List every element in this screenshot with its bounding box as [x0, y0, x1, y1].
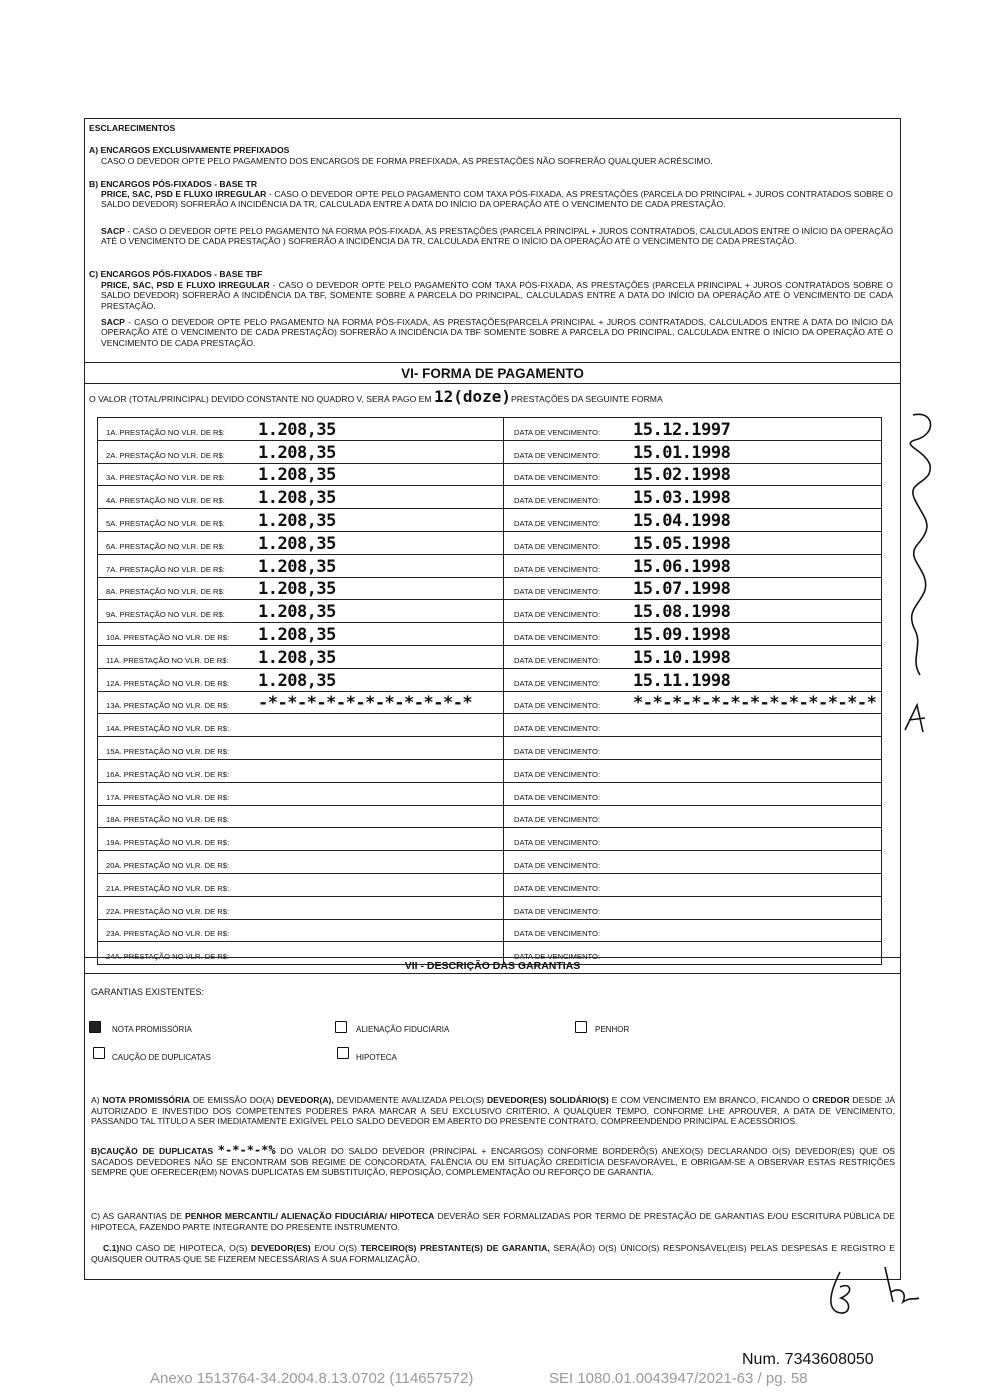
text: A)	[91, 1095, 103, 1105]
installment-row	[98, 692, 881, 715]
installment-row	[98, 509, 881, 532]
installment-value: 1.208,35	[258, 533, 336, 554]
due-date-label: DATA DE VENCIMENTO:	[514, 701, 601, 711]
encargos-c-price-bold: PRICE, SAC, PSD E FLUXO IRREGULAR	[101, 280, 270, 290]
installment-row	[98, 486, 881, 509]
divider	[85, 383, 900, 384]
due-date-label: DATA DE VENCIMENTO:	[514, 473, 601, 483]
installment-row	[98, 600, 881, 623]
esclarecimentos-title: ESCLARECIMENTOS	[89, 123, 176, 133]
column-divider	[503, 418, 504, 441]
column-divider	[503, 692, 504, 715]
text-bold: TERCEIRO(S) PRESTANTE(S) DE GARANTIA,	[360, 1243, 550, 1253]
encargos-b-sacp-bold: SACP	[101, 226, 125, 236]
due-date-label: DATA DE VENCIMENTO:	[514, 838, 601, 848]
checkbox-penhor[interactable]	[575, 1021, 587, 1033]
installment-value: 1.208,35	[258, 556, 336, 577]
due-date-label: DATA DE VENCIMENTO:	[514, 906, 601, 916]
due-date-label: DATA DE VENCIMENTO:	[514, 860, 601, 870]
installment-label: 24A. PRESTAÇÃO NO VLR. DE R$:	[106, 952, 230, 962]
column-divider	[503, 897, 504, 920]
column-divider	[503, 669, 504, 692]
text-bold: B)CAUÇÃO DE DUPLICATAS	[91, 1146, 214, 1156]
encargos-c-title: C) ENCARGOS PÓS-FIXADOS - BASE TBF	[89, 269, 263, 279]
encargos-a-title: A) ENCARGOS EXCLUSIVAMENTE PREFIXADOS	[89, 145, 290, 155]
text-bold: PENHOR MERCANTIL/ ALIENAÇÃO FIDUCIÁRIA/ HIPOTECA	[185, 1211, 435, 1221]
paragraph-b-caucao	[91, 1145, 895, 1178]
installment-label: 13A. PRESTAÇÃO NO VLR. DE R$:	[106, 701, 230, 711]
column-divider	[503, 874, 504, 897]
footer-sei: SEI 1080.01.0043947/2021-63 / pg. 58	[549, 1370, 808, 1387]
installment-label: 11A. PRESTAÇÃO NO VLR. DE R$:	[106, 655, 229, 665]
installment-row	[98, 828, 881, 851]
installment-value: 1.208,35	[258, 419, 336, 440]
column-divider	[503, 920, 504, 943]
column-divider	[503, 441, 504, 464]
checkbox-hipoteca[interactable]	[337, 1047, 349, 1059]
installment-label: 5A. PRESTAÇÃO NO VLR. DE R$:	[106, 518, 225, 528]
due-date-value: 15.10.1998	[633, 647, 731, 668]
installment-row	[98, 418, 881, 441]
installment-value: 1.208,35	[258, 602, 336, 623]
pagamento-intro-after: PRESTAÇÕES DA SEGUINTE FORMA	[511, 394, 663, 404]
due-date-value: 15.11.1998	[633, 670, 731, 691]
installment-label: 17A. PRESTAÇÃO NO VLR. DE R$:	[106, 792, 230, 802]
divider	[85, 362, 900, 363]
encargos-c-price-text: - CASO O DEVEDOR OPTE PELO PAGAMENTO COM TAXA PÓS-FIXADA, AS PRESTAÇÕES (PARCELA PRINCIPAL + JUROS CONTRATADOS SOBRE O SALDO DEVEDOR) SOFRERÃO A INCIDÊNCIA DA TBF, SOMENTE SOBRE A PARCELA DO PRINCIPAL, CALCULADAS ENTRE A DATA DO INÍCIO DA OPERAÇÃO ATÉ O VENCIMENTO DE CADA PRESTAÇÃO.	[101, 280, 893, 311]
installment-row	[98, 578, 881, 601]
column-divider	[503, 806, 504, 829]
due-date-label: DATA DE VENCIMENTO:	[514, 883, 601, 893]
due-date-label: DATA DE VENCIMENTO:	[514, 724, 601, 734]
installment-value: 1.208,35	[258, 624, 336, 645]
due-date-label: DATA DE VENCIMENTO:	[514, 655, 601, 665]
installment-label: 15A. PRESTAÇÃO NO VLR. DE R$:	[106, 746, 230, 756]
text: DEVIDAMENTE AVALIZADA PELO(S)	[333, 1095, 487, 1105]
installment-row	[98, 851, 881, 874]
due-date-value: 15.02.1998	[633, 465, 731, 486]
text: SERÁ(ÃO) O(S) ÚNICO(S) RESPONSÁVEL(EIS) PELAS DESPESAS E REGISTRO E QUAISQUER OUTRAS QUE SE FIZEREM NECESSÁRIAS À SUA FORMALIZAÇÃO.	[91, 1243, 895, 1264]
text-bold: NOTA PROMISSÓRIA	[102, 1095, 190, 1105]
paragraph-a-nota-promissoria	[91, 1095, 895, 1127]
installment-label: 20A. PRESTAÇÃO NO VLR. DE R$:	[106, 860, 230, 870]
due-date-label: DATA DE VENCIMENTO:	[514, 587, 601, 597]
due-date-label: DATA DE VENCIMENTO:	[514, 678, 601, 688]
installment-row	[98, 555, 881, 578]
checkbox-nota-promissoria-checked[interactable]	[89, 1021, 101, 1033]
installment-row	[98, 464, 881, 487]
label-penhor: PENHOR	[595, 1025, 630, 1034]
due-date-label: DATA DE VENCIMENTO:	[514, 929, 601, 939]
footer-num: Num. 7343608050	[742, 1351, 874, 1368]
installment-value: 1.208,35	[258, 488, 336, 509]
paragraph-c-garantias	[91, 1211, 895, 1232]
pagamento-intro-count: 12(doze)	[433, 387, 511, 406]
installment-value: 1.208,35	[258, 442, 336, 463]
handwritten-initial-margin	[895, 700, 935, 740]
installment-label: 23A. PRESTAÇÃO NO VLR. DE R$:	[106, 929, 230, 939]
installment-row	[98, 806, 881, 829]
pagamento-intro	[89, 387, 663, 406]
installment-row	[98, 783, 881, 806]
paragraph-c1-hipoteca	[91, 1243, 895, 1264]
column-divider	[503, 828, 504, 851]
due-date-label: DATA DE VENCIMENTO:	[514, 815, 601, 825]
column-divider	[503, 851, 504, 874]
encargos-c-price	[101, 280, 893, 311]
installment-value: 1.208,35	[258, 647, 336, 668]
installment-label: 8A. PRESTAÇÃO NO VLR. DE R$:	[106, 587, 225, 597]
text-bold: DEVEDOR(A),	[276, 1095, 334, 1105]
encargos-b-sacp-text: - CASO O DEVEDOR OPTE PELO PAGAMENTO NA FORMA PÓS-FIXADA, AS PRESTAÇÕES (PARCELA PRINCIPAL + JUROS CONTRATADOS, CALCULADOS ENTRE O INÍCIO DA OPERAÇÃO ATÉ O VENCIMENTO DE CADA PRESTAÇÃO ) SOFRERÃO A INCIDÊNCIA DA TR, CALCULADA ENTRE O INÍCIO DA OPERAÇÃO ATÉ O VENCIMENTO DE CADA PRESTAÇÃO.	[101, 226, 893, 247]
divider	[85, 973, 900, 974]
installment-label: 3A. PRESTAÇÃO NO VLR. DE R$:	[106, 473, 225, 483]
installment-row	[98, 623, 881, 646]
installment-label: 10A. PRESTAÇÃO NO VLR. DE R$:	[106, 632, 230, 642]
installment-label: 21A. PRESTAÇÃO NO VLR. DE R$:	[106, 883, 230, 893]
column-divider	[503, 760, 504, 783]
column-divider	[503, 555, 504, 578]
text: DE EMISSÃO DO(A)	[189, 1095, 277, 1105]
encargos-c-sacp-bold: SACP	[101, 317, 125, 327]
due-date-label: DATA DE VENCIMENTO:	[514, 518, 601, 528]
text-bold: DEVEDOR(ES) SOLIDÁRIO(S)	[486, 1095, 609, 1105]
text: C) AS GARANTIAS DE	[91, 1211, 186, 1221]
installment-value: 1.208,35	[258, 510, 336, 531]
text: DESDE JÁ AUTORIZADO E INVESTIDO DOS COMPETENTES PODERES PARA MARCAR A SEU EXCLUSIVO CRITÉRIO, A QUALQUER TEMPO, CONFORME LHE APROUVER, A DATA DE VENCIMENTO, PASSANDO TAL TÍTULO A SER IMEDIATAMENTE EXIGÍVEL PELO SALDO DEVEDOR EM ABERTO DO PRESENTE CONTRATO, COMPREENDENDO PRINCIPAL E ACESSÓRIOS.	[91, 1095, 895, 1127]
installment-row	[98, 532, 881, 555]
garantias-existentes: GARANTIAS EXISTENTES:	[91, 987, 205, 997]
due-date-value: 15.01.1998	[633, 442, 731, 463]
installment-label: 2A. PRESTAÇÃO NO VLR. DE R$:	[106, 450, 225, 460]
due-date-value: 15.05.1998	[633, 533, 731, 554]
document-frame	[84, 118, 901, 1280]
pagamento-intro-before: O VALOR (TOTAL/PRINCIPAL) DEVIDO CONSTANTE NO QUADRO V, SERÁ PAGO EM	[89, 394, 432, 404]
installment-label: 19A. PRESTAÇÃO NO VLR. DE R$:	[106, 838, 230, 848]
column-divider	[503, 464, 504, 487]
handwritten-signature-margin	[895, 405, 945, 685]
encargos-b-title: B) ENCARGOS PÓS-FIXADOS - BASE TR	[89, 179, 258, 189]
pagamento-title: VI- FORMA DE PAGAMENTO	[401, 366, 584, 381]
due-date-label: DATA DE VENCIMENTO:	[514, 792, 601, 802]
encargos-b-price-text: - CASO O DEVEDOR OPTE PELO PAGAMENTO COM TAXA PÓS-FIXADA, AS PRESTAÇÕES (PARCELA DO PRINCIPAL + JUROS CONTRATADOS SOBRE O SALDO DEVEDOR) SOFRERÃO A INCIDÊNCIA DA TR, CALCULADA ENTRE A DATA DO INÍCIO DA OPERAÇÃO ATÉ O VENCIMENTO DE CADA PRESTAÇÃO.	[101, 189, 893, 210]
due-date-label: DATA DE VENCIMENTO:	[514, 564, 601, 574]
due-date-value: 15.06.1998	[633, 556, 731, 577]
installment-value: 1.208,35	[258, 670, 336, 691]
label-hipoteca: HIPOTECA	[356, 1053, 397, 1062]
installment-label: 9A. PRESTAÇÃO NO VLR. DE R$:	[106, 610, 225, 620]
column-divider	[503, 578, 504, 601]
installment-row	[98, 737, 881, 760]
installment-label: 7A. PRESTAÇÃO NO VLR. DE R$:	[106, 564, 225, 574]
due-date-value: 15.07.1998	[633, 579, 731, 600]
text: E COM VENCIMENTO EM BRANCO, FICANDO O	[608, 1095, 813, 1105]
column-divider	[503, 600, 504, 623]
encargos-b-price-bold: PRICE, SAC, PSD E FLUXO IRREGULAR	[101, 189, 267, 199]
column-divider	[503, 532, 504, 555]
due-date-label: DATA DE VENCIMENTO:	[514, 746, 601, 756]
installment-value: -*-*-*-*-*-*-*-*-*-*-*	[258, 693, 473, 714]
due-date-label: DATA DE VENCIMENTO:	[514, 427, 601, 437]
due-date-value: 15.09.1998	[633, 624, 731, 645]
installment-row	[98, 646, 881, 669]
installment-label: 1A. PRESTAÇÃO NO VLR. DE R$:	[106, 427, 225, 437]
text-bold: CREDOR	[812, 1095, 850, 1105]
installment-row	[98, 669, 881, 692]
installments-table	[97, 417, 882, 965]
installment-row	[98, 714, 881, 737]
due-date-value: 15.12.1997	[633, 419, 731, 440]
installment-value: 1.208,35	[258, 579, 336, 600]
column-divider	[503, 646, 504, 669]
due-date-label: DATA DE VENCIMENTO:	[514, 632, 601, 642]
encargos-c-sacp	[101, 317, 893, 348]
label-caucao-duplicatas: CAUÇÃO DE DUPLICATAS	[112, 1053, 211, 1062]
text-bold: DEVEDOR(ES)	[250, 1243, 311, 1253]
column-divider	[503, 714, 504, 737]
column-divider	[503, 509, 504, 532]
caucao-percent: *-*-*-*%	[217, 1143, 276, 1157]
due-date-label: DATA DE VENCIMENTO:	[514, 450, 601, 460]
installment-row	[98, 874, 881, 897]
due-date-value: 15.04.1998	[633, 510, 731, 531]
installment-value: 1.208,35	[258, 465, 336, 486]
encargos-b-sacp	[101, 226, 893, 247]
installment-row	[98, 897, 881, 920]
installment-row	[98, 920, 881, 943]
text: DO VALOR DO SALDO DEVEDOR (PRINCIPAL + ENCARGOS) CONFORME BORDERÔ(S) ANEXO(S) DECLARANDO O(S) DEVEDOR(ES) QUE OS SACADOS DEVEDORES NÃO SE ENCONTRAM SOB REGIME DE CONCORDATA, FALÊNCIA OU EM SITUAÇÃO CREDITÍCIA DESFAVORÁVEL, E OBRIGAM-SE A OBSERVAR ESTAS RESTRIÇÕES SEMPRE QUE OFERECER(EM) NOVAS DUPLICATAS EM SUBSTITUIÇÃO, REPOSIÇÃO, COMPLEMENTAÇÃO OU REFORÇO DE GARANTIA.	[91, 1146, 895, 1178]
checkbox-caucao-duplicatas[interactable]	[93, 1047, 105, 1059]
label-alienacao-fiduciaria: ALIENAÇÃO FIDUCIÁRIA	[356, 1025, 450, 1034]
due-date-label: DATA DE VENCIMENTO:	[514, 769, 601, 779]
text: E/OU O(S)	[310, 1243, 361, 1253]
encargos-b-price	[101, 189, 893, 210]
column-divider	[503, 486, 504, 509]
encargos-a-text: CASO O DEVEDOR OPTE PELO PAGAMENTO DOS ENCARGOS DE FORMA PREFIXADA, AS PRESTAÇÕES NÃO SOFRERÃO QUALQUER ACRÉSCIMO.	[101, 156, 713, 166]
installment-label: 6A. PRESTAÇÃO NO VLR. DE R$:	[106, 541, 225, 551]
column-divider	[503, 737, 504, 760]
installment-label: 4A. PRESTAÇÃO NO VLR. DE R$:	[106, 496, 225, 506]
text: DEVERÃO SER FORMALIZADAS POR TERMO DE PRESTAÇÃO DE GARANTIAS E/OU ESCRITURA PÚBLICA DE HIPOTECA, FAZENDO PARTE INTEGRANTE DO PRESENTE INSTRUMENTO.	[91, 1211, 895, 1232]
due-date-label: DATA DE VENCIMENTO:	[514, 610, 601, 620]
encargos-c-sacp-text: - CASO O DEVEDOR OPTE PELO PAGAMENTO NA FORMA PÓS-FIXADA, AS PRESTAÇÕES(PARCELA PRINCIPAL + JUROS CONTRATADOS, CALCULADOS ENTRE A DATA DO INÍCIO DA OPERAÇÃO ATÉ O VENCIMENTO DE CADA PRESTAÇÃO) SOFRERÃO A INCIDÊNCIA DA TBF SOMENTE SOBRE A PARCELA DO PRINCIPAL, CALCULADA ENTRE O INÍCIO DA OPERAÇÃO ATÉ O VENCIMENTO DE CADA PRESTAÇÃO.	[101, 317, 893, 348]
installment-row	[98, 441, 881, 464]
due-date-label: DATA DE VENCIMENTO:	[514, 952, 601, 962]
garantias-title: VII - DESCRIÇÃO DAS GARANTIAS	[404, 960, 581, 972]
installment-label: 22A. PRESTAÇÃO NO VLR. DE R$:	[106, 906, 230, 916]
installment-label: 14A. PRESTAÇÃO NO VLR. DE R$:	[106, 724, 230, 734]
installment-label: 16A. PRESTAÇÃO NO VLR. DE R$:	[106, 769, 230, 779]
due-date-label: DATA DE VENCIMENTO:	[514, 496, 601, 506]
due-date-label: DATA DE VENCIMENTO:	[514, 541, 601, 551]
column-divider	[503, 623, 504, 646]
due-date-value: 15.03.1998	[633, 488, 731, 509]
label-nota-promissoria: NOTA PROMISSÓRIA	[112, 1025, 192, 1034]
installment-label: 18A. PRESTAÇÃO NO VLR. DE R$:	[106, 815, 230, 825]
handwritten-initials-bottom	[815, 1262, 925, 1322]
due-date-value: *-*-*-*-*-*-*-*-*-*-*-*-*	[633, 693, 877, 714]
checkbox-alienacao-fiduciaria[interactable]	[335, 1021, 347, 1033]
due-date-value: 15.08.1998	[633, 602, 731, 623]
installment-row	[98, 760, 881, 783]
divider	[85, 957, 900, 958]
text-bold: C.1)	[103, 1243, 120, 1253]
footer-anexo: Anexo 1513764-34.2004.8.13.0702 (114657572)	[150, 1370, 474, 1387]
column-divider	[503, 783, 504, 806]
text: NO CASO DE HIPOTECA, O(S)	[119, 1243, 251, 1253]
installment-label: 12A. PRESTAÇÃO NO VLR. DE R$:	[106, 678, 230, 688]
